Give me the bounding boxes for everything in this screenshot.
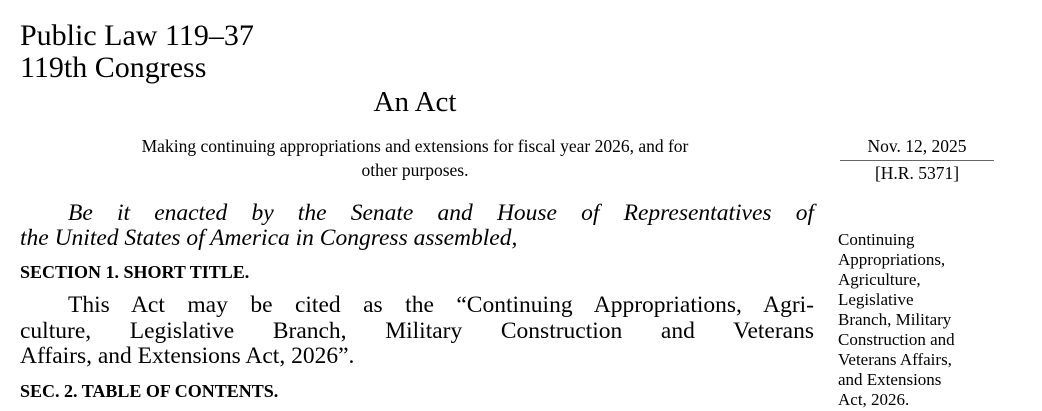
- margin-note-line: Act, 2026.: [838, 390, 910, 409]
- section-1-text-line: culture, Legislative Branch, Military Construction and Veterans: [20, 318, 814, 344]
- margin-note-line: and Extensions: [838, 370, 942, 389]
- enacting-clause-line: the United States of America in Congress assembled,: [20, 225, 518, 251]
- section-1-text-line: This Act may be cited as the “Continuing Appropriations, Agri-: [68, 292, 814, 318]
- margin-note-line: Continuing: [838, 230, 915, 249]
- enactment-date: Nov. 12, 2025: [867, 136, 967, 156]
- section-2-heading: SEC. 2. TABLE OF CONTENTS.: [20, 381, 279, 401]
- bill-number: [H.R. 5371]: [874, 163, 960, 183]
- margin-note-line: Agriculture,: [838, 270, 921, 289]
- purpose-line: Making continuing appropriations and extensions for fiscal year 2026, and for: [141, 136, 689, 156]
- section-1-heading: SECTION 1. SHORT TITLE.: [20, 262, 250, 282]
- section-1-text-line: Affairs, and Extensions Act, 2026”.: [20, 343, 355, 369]
- public-law-number: Public Law 119–37: [20, 19, 254, 52]
- purpose-statement: [20, 134, 810, 182]
- margin-note-line: Veterans Affairs,: [838, 350, 952, 369]
- margin-note-line: Appropriations,: [838, 250, 946, 269]
- purpose-line: other purposes.: [361, 160, 469, 180]
- margin-note-line: Construction and: [838, 330, 955, 349]
- divider: [840, 160, 994, 161]
- congress-number: 119th Congress: [20, 51, 207, 84]
- margin-note-line: Branch, Military: [838, 310, 952, 329]
- margin-note-line: Legislative: [838, 290, 914, 309]
- act-title: An Act: [373, 86, 457, 118]
- enacting-clause-line: Be it enacted by the Senate and House of Representatives of: [68, 200, 814, 226]
- margin-note: [838, 230, 955, 410]
